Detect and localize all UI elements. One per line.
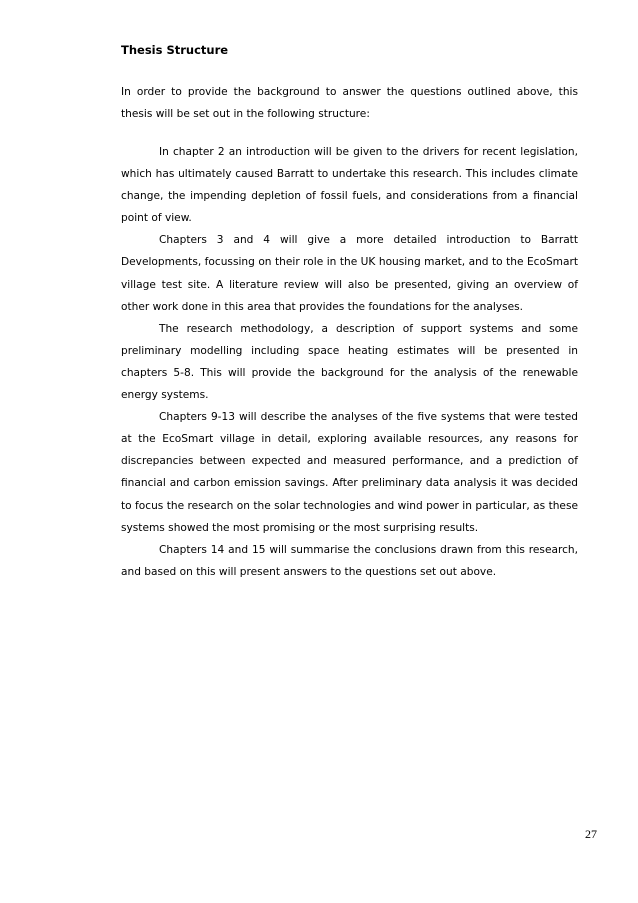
paragraph-chapter-2: In chapter 2 an introduction will be given to the drivers for recent legislation, which has ultimately caused Barratt to undertake this research. This includes climate change, the impending depletion of fossil fuels, and considerations from a financial point of view. — [121, 146, 578, 225]
paragraph-chapters-3-4: Chapters 3 and 4 will give a more detailed introduction to Barratt Developments, focussing on their role in the UK housing market, and to the EcoSmart village test site. A literature review will also be presented, giving an overview of other work done in this area that provides the foundations for the analyses. — [121, 234, 578, 313]
paragraph-chapters-9-13: Chapters 9-13 will describe the analyses of the five systems that were tested at the EcoSmart village in detail, exploring available resources, any reasons for discrepancies between expected and measured performance, and a prediction of financial and carbon emission savings. After preliminary data analysis it was decided to focus the research on the solar technologies and wind power in particular, as these systems showed the most promising or the most surprising results. — [121, 411, 578, 534]
page-number: 27 — [585, 827, 597, 841]
paragraph-chapters-5-8: The research methodology, a description of support systems and some preliminary modelling including space heating estimates will be presented in chapters 5-8. This will provide the background for the analysis of the renewable energy systems. — [121, 322, 578, 402]
paragraph-chapters-14-15: Chapters 14 and 15 will summarise the conclusions drawn from this research, and based on this will present answers to the questions set out above. — [121, 543, 578, 578]
structure-paragraphs — [121, 141, 578, 583]
section-heading: Thesis Structure — [121, 43, 229, 57]
intro-paragraph: In order to provide the background to answer the questions outlined above, this thesis will be set out in the following structure: — [121, 86, 578, 121]
